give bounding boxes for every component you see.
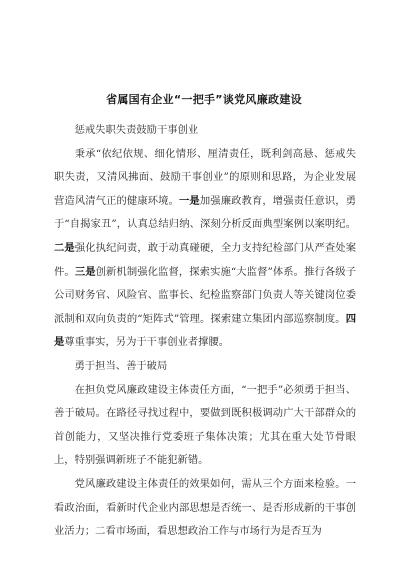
point-marker-four: 四是: [54, 312, 356, 349]
section-1-paragraph: [54, 143, 356, 355]
section-2-paragraph-2: 党风廉政建设主体责任的效果如何，需从三个方面来检验。一看政治面，看新时代企业内部思想是否统一、是否形成新的干事创业活力；二看市场面，看思想政治工作与市场行为是否互为: [54, 477, 356, 538]
section-heading-1: 惩戒失职失责鼓励干事创业: [74, 124, 199, 136]
point-marker-three: 三是: [74, 265, 96, 278]
paragraph-text: 加强廉政教育，增强责任意识，勇于“自揭家丑”，认真总结归纳、深刻分析反面典型案例以案明纪。: [54, 194, 357, 231]
point-marker-two: 二是: [54, 241, 75, 254]
section-heading-2: 勇于担当、善于破局: [74, 359, 168, 372]
point-marker-one: 一是: [179, 194, 200, 207]
document-body: [54, 119, 356, 544]
document-title: 省属国有企业“一把手”谈党风廉政建设: [106, 93, 302, 106]
paragraph-text: 强化执纪问责，敢于动真碰硬，全力支持纪检部门从严查处案件。: [54, 241, 357, 278]
paragraph-text: 创新机制强化监督，探索实施“大监督”体系。推行各级子公司财务官、风险官、监事长、纪检监察部门负责人等关键岗位委派制和双向负责的“矩阵式”管理。探索建立集团内部巡察制度。: [54, 265, 356, 325]
paragraph-text: 尊重事实，另为于干事创业者撑腰。: [64, 336, 230, 349]
paragraph-text: 秉承“依纪依规、细化情形、厘清责任，既利剑高悬、惩戒失职失责，又清风拂面、鼓励干事创业”的原则和思路，为企业发展营造风清气正的健康环境。: [54, 147, 356, 207]
section-2-paragraph-1: 在担负党风廉政建设主体责任方面，“一把手”必须勇于担当、善于破局。在路径寻找过程中，要做到既积极调动广大干部群众的首创能力，又坚决推行党委班子集体决策；尤其在重大处节骨眼上，特别强调新班子不能犯新错。: [54, 383, 356, 467]
